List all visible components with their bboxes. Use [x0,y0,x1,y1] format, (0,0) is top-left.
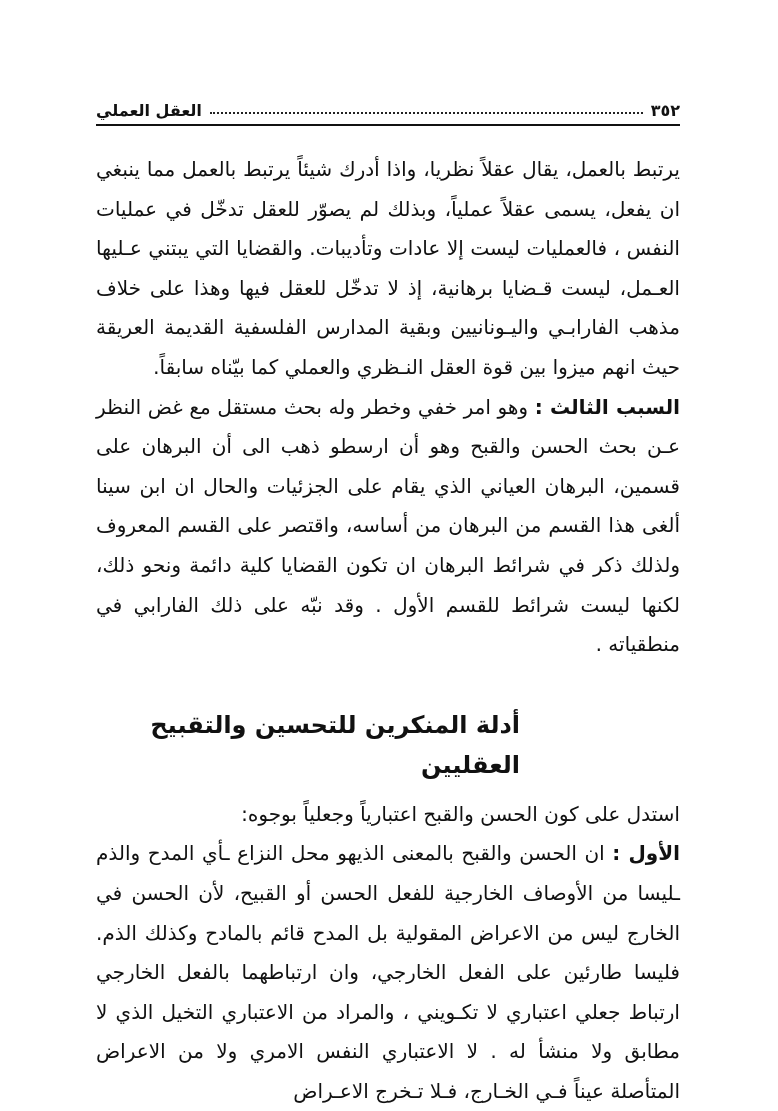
paragraph-4-label: الأول : [612,841,680,866]
paragraph-4 [96,834,680,1111]
section-heading: أدلة المنكرين للتحسين والتقبيح العقليين [150,710,520,779]
paragraph-3: استدل على كون الحسن والقبح اعتبارياً وجعلياً بوجوه: [241,801,680,826]
header-dot-leader [210,112,643,114]
running-header [96,96,680,120]
running-title: العقل العملي [96,101,202,120]
paragraph-4-text: ان الحسن والقبح بالمعنى الذيهو محل النزاع ـأي المدح والذم ـليسا من الأوصاف الخارجية للفعل الحسن أو القبيح، لأن الحسن في الخارج ليس من الاعراض المقولية بل المدح قائم بالمادح وكذلك الذم. فليسا طارئين على الفعل الخارجي، وان ارتباطهما بالفعل الخارجي ارتباط جعلي اعتباري لا تكـويني ، والمراد من الاعتباري التخيل الذي لا مطابق ولا منشأ له . لا الاعتباري النفس الامري ولا من الاعراض المتأصلة عيناً فـي الخـارج، فـلا تـخرج الاعـراض [96,841,680,1103]
paragraph-1: يرتبط بالعمل، يقال عقلاً نظريا، واذا أدرك شيئاً يرتبط بالعمل مما ينبغي ان يفعل، يسمى عقلاً عملياً، وبذلك لم يصوّر للعقل تدخّل في عمليات النفس ، فالعمليات ليست إلا عادات وتأديبات. والقضايا التي يبتني عـليها العـمل، ليست قـضايا برهانية، إذ لا تدخّل للعقل فيها وهذا على خلاف مذهب الفارابـي واليـونانيين وبقية المدارس الفلسفية القديمة العريقة حيث انهم ميزوا بين قوة العقل النـظري والعملي كما بيّناه سابقاً. [96,157,680,379]
header-rule [96,124,680,126]
paragraph-2 [96,388,680,665]
paragraph-2-text: وهو امر خفي وخطر وله بحث مستقل مع غض النظر عـن بحث الحسن والقبح وهو أن ارسطو ذهب الى أن البرهان على قسمين، البرهان العياني الذي يقام على الجزئيات والحال ان ابن سينا ألغى هذا القسم من البرهان من أساسه، واقتصر على القسم المعروف ولذلك ذكر في شرائط البرهان ان تكون القضايا كلية دائمة ونحو ذلك، لكنها ليست شرائط للقسم الأول . وقد نبّه على ذلك الفارابي في منطقياته . [96,394,680,657]
page-number: ٣٥٢ [650,101,680,120]
page-body [96,150,680,1111]
paragraph-2-label: السبب الثالث : [534,394,680,419]
